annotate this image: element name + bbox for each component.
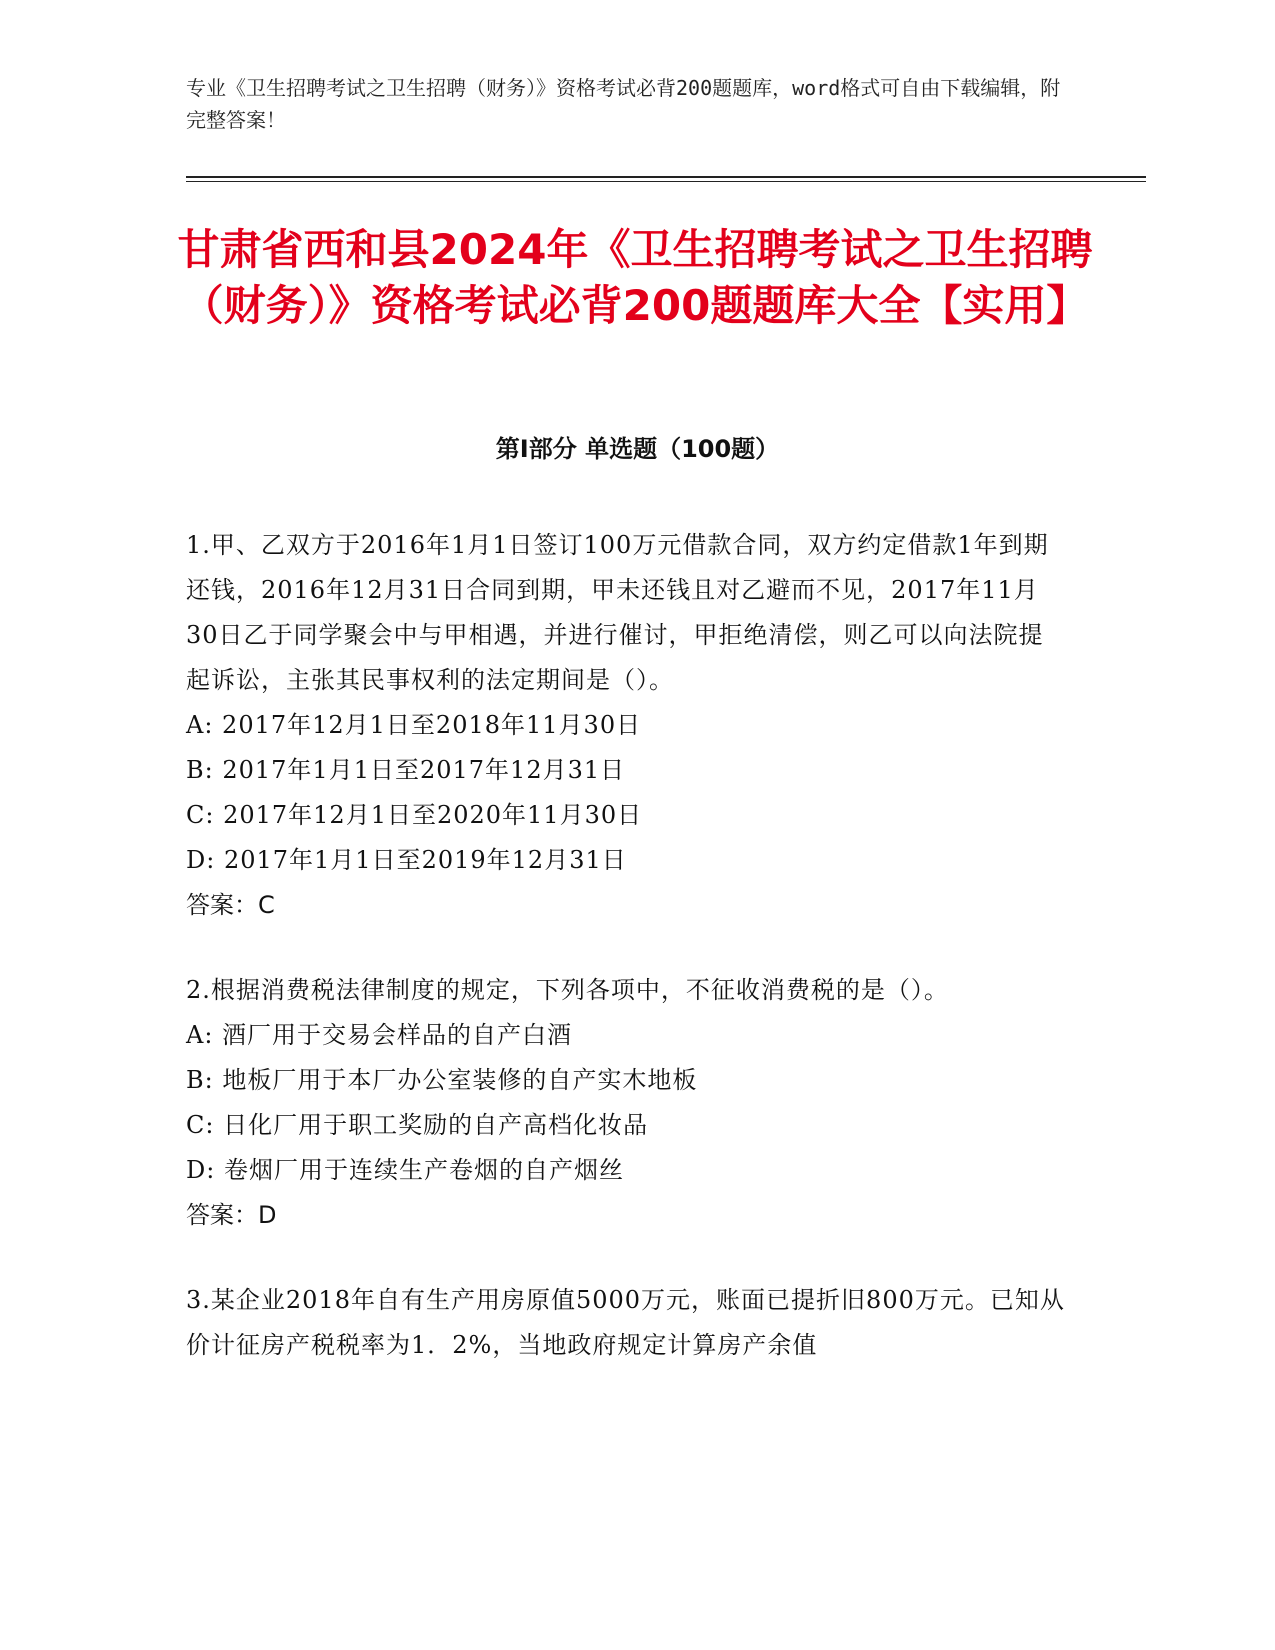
option-c: C: 2017年12月1日至2020年11月30日	[186, 801, 643, 829]
question-list	[186, 523, 1066, 1408]
question-stem: 2.根据消费税法律制度的规定，下列各项中，不征收消费税的是（）。	[186, 976, 949, 1004]
question-3	[186, 1278, 1066, 1368]
answer-line	[186, 1193, 1066, 1238]
header-divider-thin	[186, 181, 1146, 182]
answer-value: C	[258, 891, 275, 919]
option-d: D: 2017年1月1日至2019年12月31日	[186, 846, 627, 874]
option-d: D: 卷烟厂用于连续生产卷烟的自产烟丝	[186, 1156, 624, 1184]
option-b: B: 地板厂用于本厂办公室装修的自产实木地板	[186, 1066, 698, 1094]
answer-label: 答案：	[186, 1201, 258, 1229]
option-a: A: 2017年12月1日至2018年11月30日	[186, 711, 642, 739]
option-c: C: 日化厂用于职工奖励的自产高档化妆品	[186, 1111, 649, 1139]
answer-label: 答案：	[186, 891, 258, 919]
option-b: B: 2017年1月1日至2017年12月31日	[186, 756, 626, 784]
question-stem: 1.甲、乙双方于2016年1月1日签订100万元借款合同，双方约定借款1年到期还钱，2016年12月31日合同到期，甲未还钱且对乙避而不见，2017年11月30日乙于同学聚会中与甲相遇，并进行催讨，甲拒绝清偿，则乙可以向法院提起诉讼，主张其民事权利的法定期间是（）。	[186, 531, 1049, 694]
document-title: 甘肃省西和县2024年《卫生招聘考试之卫生招聘（财务）》资格考试必背200题题库大全【实用】	[177, 225, 1093, 330]
header-divider-thick	[186, 176, 1146, 178]
answer-line	[186, 883, 1066, 928]
question-2	[186, 968, 1066, 1238]
section-title: 第I部分 单选题（100题）	[495, 435, 780, 463]
header-note: 专业《卫生招聘考试之卫生招聘（财务）》资格考试必背200题题库，word格式可自由下载编辑，附完整答案！	[186, 76, 1061, 132]
option-a: A: 酒厂用于交易会样品的自产白酒	[186, 1021, 573, 1049]
answer-value: D	[258, 1201, 277, 1229]
question-1	[186, 523, 1066, 928]
question-stem: 3.某企业2018年自有生产用房原值5000万元，账面已提折旧800万元。已知从价计征房产税税率为1．2%，当地政府规定计算房产余值	[186, 1286, 1065, 1359]
